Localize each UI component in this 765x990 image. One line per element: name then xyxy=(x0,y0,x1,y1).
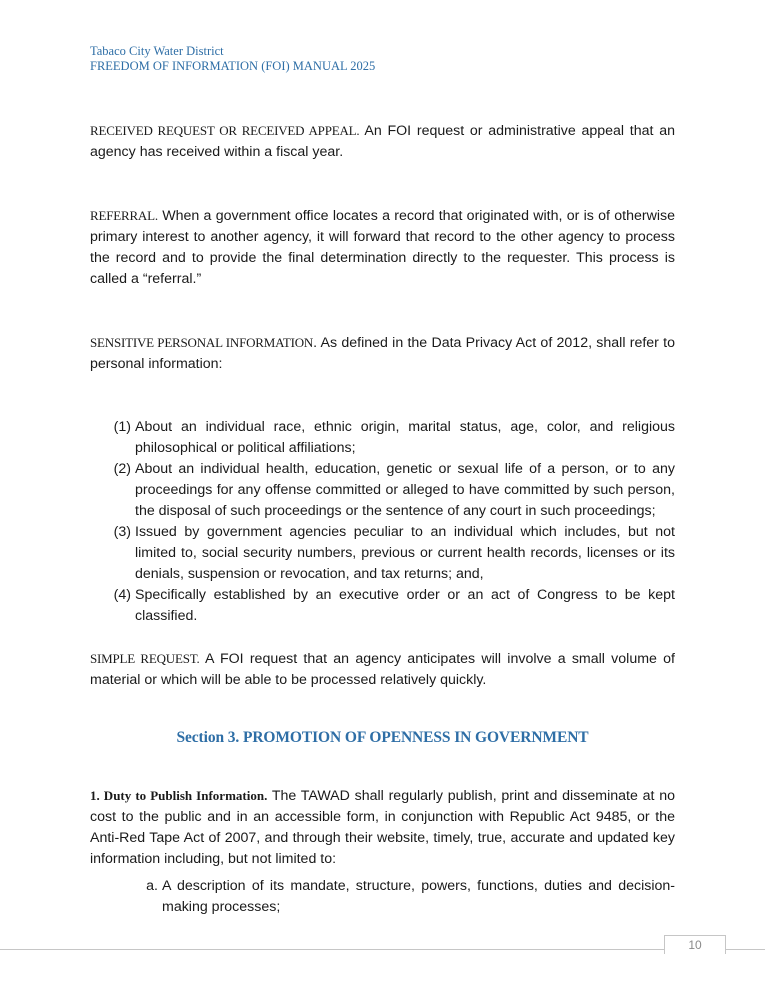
list-item-text: A description of its mandate, structure, powers, functions, duties and decision-making processes; xyxy=(162,878,675,915)
list-item xyxy=(90,876,675,918)
term-sensitive: SENSITIVE PERSONAL INFORMATION xyxy=(90,335,314,350)
list-item-number: (4) xyxy=(113,587,131,603)
organization-name: Tabaco City Water District xyxy=(90,44,224,58)
definition-referral-text: When a government office locates a record that originated with, or is of otherwise primary interest to another agency, it will forward that record to the other agency to process the record and to provide the final determination directly to the requester. This process is called a “referral.” xyxy=(90,208,675,287)
list-item-text: Issued by government agencies peculiar to an individual which includes, but not limited to, social security numbers, previous or current health records, licenses or its denials, suspension or revocation, and tax returns; and, xyxy=(135,524,675,582)
page-header xyxy=(90,44,375,74)
definition-sensitive-text: . As defined in the Data Privacy Act of 2012, shall refer to personal information: xyxy=(90,335,675,372)
list-item xyxy=(90,417,675,459)
list-item xyxy=(90,459,675,522)
list-item xyxy=(90,585,675,627)
duty-to-publish xyxy=(90,785,675,870)
definition-simple-text: A FOI request that an agency anticipates will involve a small volume of material or which will be able to be processed relatively quickly. xyxy=(90,651,675,688)
list-item-text: Specifically established by an executive order or an act of Congress to be kept classified. xyxy=(135,587,675,624)
duty-term: 1. Duty to Publish Information. xyxy=(90,788,268,803)
definition-simple xyxy=(90,648,675,691)
section-heading: Section 3. PROMOTION OF OPENNESS IN GOVERNMENT xyxy=(176,729,589,746)
list-item-text: About an individual health, education, genetic or sexual life of a person, or to any proceedings for any offense committed or alleged to have committed by such person, the disposal of such proceedings or the sentence of any court in such proceedings; xyxy=(135,461,675,519)
list-item xyxy=(90,522,675,585)
list-item-text: About an individual race, ethnic origin, marital status, age, color, and religious philosophical or political affiliations; xyxy=(135,419,675,456)
term-simple: SIMPLE REQUEST. xyxy=(90,651,200,666)
definition-referral xyxy=(90,205,675,290)
page-number: 10 xyxy=(664,935,726,954)
duty-text: The TAWAD shall regularly publish, print and disseminate at no cost to the public and in an accessible form, in conjunction with Republic Act 9485, or the Anti-Red Tape Act of 2007, and through their website, timely, true, accurate and updated key information including, but not limited to: xyxy=(90,788,675,867)
publish-items-list xyxy=(90,876,675,918)
document-body xyxy=(90,120,675,918)
manual-title: FREEDOM OF INFORMATION (FOI) MANUAL 2025 xyxy=(90,59,376,73)
list-item-number: (2) xyxy=(113,461,131,477)
footer-divider xyxy=(0,949,765,950)
definition-received-text: An FOI request or administrative appeal that an agency has received within a fiscal year. xyxy=(90,123,675,160)
sensitive-info-list xyxy=(90,417,675,627)
list-item-number: (1) xyxy=(113,419,131,435)
definition-received xyxy=(90,120,675,163)
list-item-number: (3) xyxy=(113,524,131,540)
term-received: RECEIVED REQUEST OR RECEIVED APPEAL. xyxy=(90,123,360,138)
definition-sensitive xyxy=(90,332,675,375)
list-item-letter: a. xyxy=(146,878,158,894)
term-referral: REFERRAL. xyxy=(90,208,158,223)
